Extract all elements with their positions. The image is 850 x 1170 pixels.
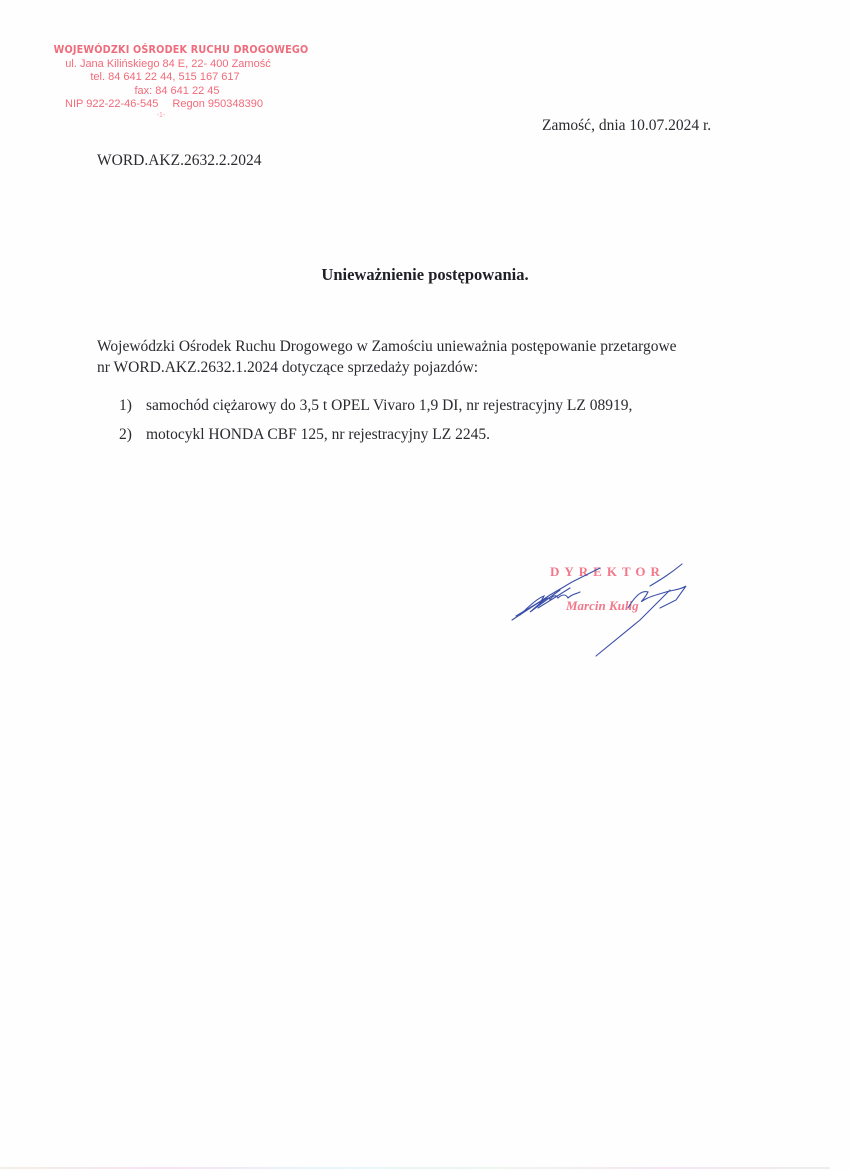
body-line-2: nr WORD.AKZ.2632.1.2024 dotyczące sprzedaży pojazdów: <box>97 359 479 376</box>
signature-stamp-name: Marcin Kulig <box>566 598 639 613</box>
body-paragraph <box>97 336 757 378</box>
scan-edge <box>0 1167 830 1169</box>
body-line-1: Wojewódzki Ośrodek Ruchu Drogowego w Zamościu unieważnia postępowanie przetargowe <box>97 338 677 355</box>
list-item-number: 1) <box>119 397 132 414</box>
stamp-address: ul. Jana Kilińskiego 84 E, 22- 400 Zamość <box>65 57 271 70</box>
stamp-fax: fax: 84 641 22 45 <box>134 84 220 97</box>
stamp-phone: tel. 84 641 22 44, 515 167 617 <box>90 71 240 83</box>
document-title: Unieważnienie postępowania. <box>321 265 529 284</box>
date-line: Zamość, dnia 10.07.2024 r. <box>542 117 712 134</box>
list-item-number: 2) <box>119 426 132 443</box>
list-item <box>119 397 632 426</box>
list-item-text: motocykl HONDA CBF 125, nr rejestracyjny LZ 2245. <box>146 426 490 443</box>
signature-stamp-title: DYREKTOR <box>550 564 665 579</box>
organization-stamp <box>44 44 309 120</box>
list-item-text: samochód ciężarowy do 3,5 t OPEL Vivaro 1,9 DI, nr rejestracyjny LZ 08919, <box>146 397 633 414</box>
stamp-nip: NIP 922-22-46-545 <box>65 98 159 110</box>
stamp-regon: Regon 950348390 <box>172 98 263 110</box>
vehicle-list <box>119 397 632 455</box>
reference-number: WORD.AKZ.2632.2.2024 <box>97 152 262 169</box>
list-item <box>119 426 632 455</box>
stamp-organization-name: WOJEWÓDZKI OŚRODEK RUCHU DROGOWEGO <box>53 44 309 56</box>
stamp-ids <box>44 98 284 112</box>
stamp-number: -1- <box>156 111 166 119</box>
signature-block <box>510 560 690 660</box>
handwritten-signature <box>510 560 690 660</box>
